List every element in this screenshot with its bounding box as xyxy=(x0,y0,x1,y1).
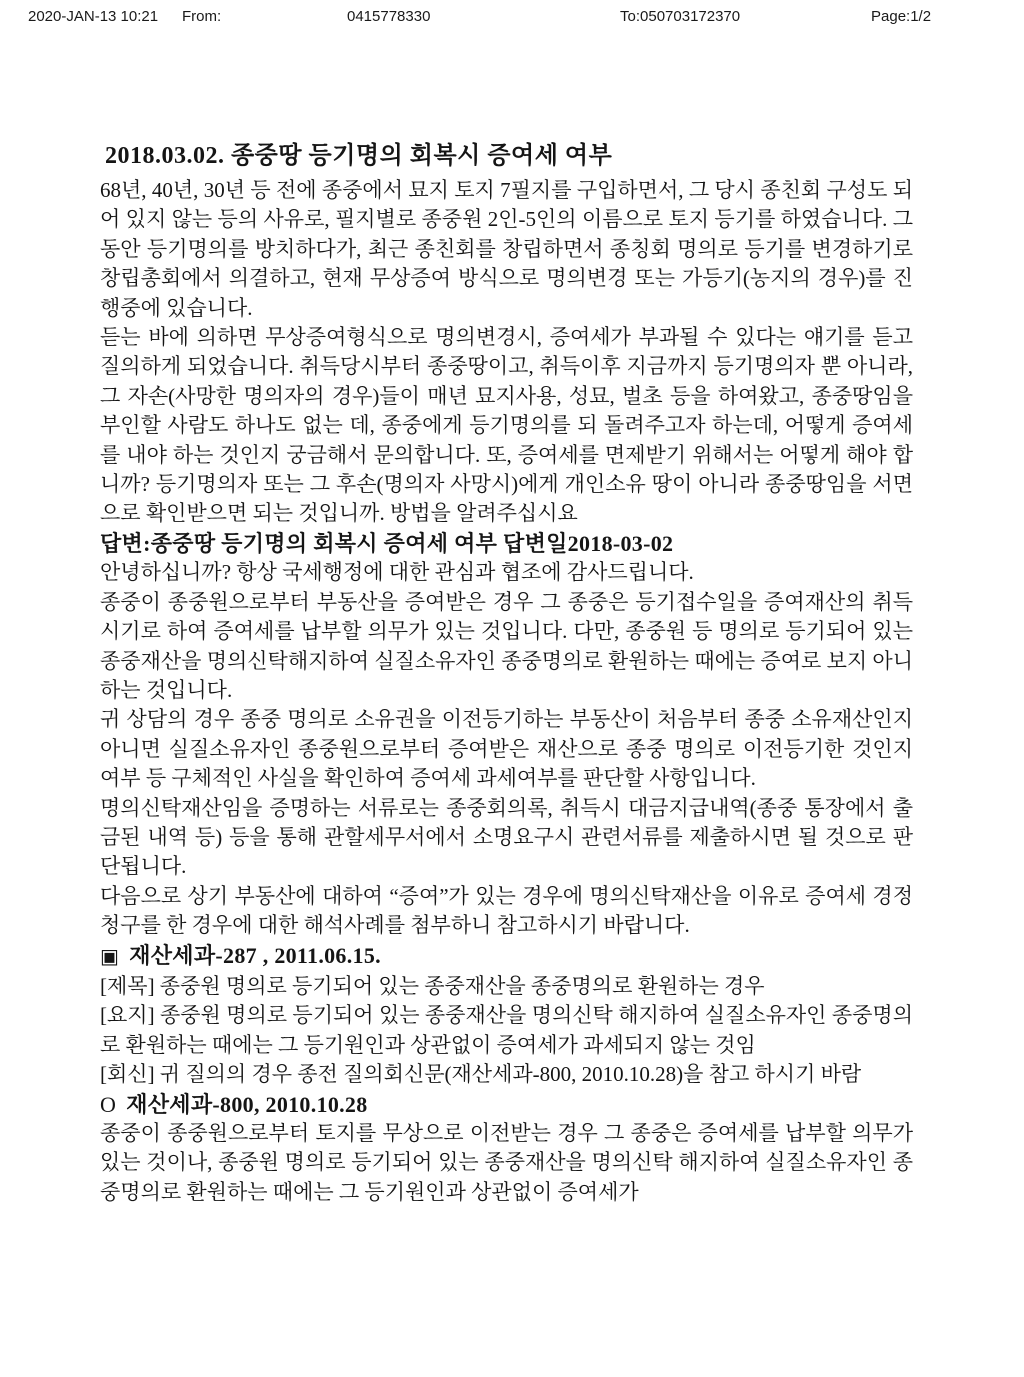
circle-bullet-icon: O xyxy=(100,1091,117,1117)
answer-greeting: 안녕하십니까? 항상 국세행정에 대한 관심과 협조에 감사드립니다. xyxy=(100,560,694,585)
ruling-287-heading xyxy=(100,941,913,972)
answer-paragraph-1: 종중이 종중원으로부터 부동산을 증여받은 경우 그 종중은 등기접수일을 증여재산의 취득시기로 하여 증여세를 납부할 의무가 있는 것입니다. 다만, 종중원 등 명의로 등기되어 있는 종중재산을 명의신탁해지하여 실질소유자인 종중명의로 환원하는 때에는 증여로 보지 아니하는 것입니다. xyxy=(100,589,913,702)
fax-from-number: 0415778330 xyxy=(347,8,431,25)
ruling-287-subject: [제목] 종중원 명의로 등기되어 있는 종중재산을 종중명의로 환원하는 경우 xyxy=(100,973,765,998)
fax-datetime: 2020-JAN-13 10:21 xyxy=(28,8,159,25)
answer-paragraph-3: 명의신탁재산임을 증명하는 서류로는 종중회의록, 취득시 대금지급내역(종중 통장에서 출금된 내역 등) 등을 통해 관할세무서에서 소명요구시 관련서류를 제출하시면 될 것으로 판단됩니다. xyxy=(100,795,913,879)
ruling-800-body: 종중이 종중원으로부터 토지를 무상으로 이전받는 경우 그 종중은 증여세를 납부할 의무가 있는 것이나, 종중원 명의로 등기되어 있는 종중재산을 명의신탁 해지하여 실질소유자인 종중명의로 환원하는 때에는 그 등기원인과 상관없이 증여세가 xyxy=(100,1121,913,1204)
question-paragraph-2: 듣는 바에 의하면 무상증여형식으로 명의변경시, 증여세가 부과될 수 있다는 얘기를 듣고 질의하게 되었습니다. 취득당시부터 종중땅이고, 취득이후 지금까지 등기명의자 뿐 아니라, 그 자손(사망한 명의자의 경우)들이 매년 묘지사용, 성묘, 벌초 등을 하여왔고, 종중땅임을 부인할 사람도 하나도 없는 데, 종중에게 등기명의를 되 돌려주고자 하는데, 어떻게 증여세를 내야 하는 것인지 궁금해서 문의합니다. 또, 증여세를 면제받기 위해서는 어떻게 해야 합니까? 등기명의자 또는 그 후손(명의자 사망시)에게 개인소유 땅이 아니라 종중땅임을 서면으로 확인받으면 되는 것입니까. 방법을 알려주십시요 xyxy=(100,325,913,526)
fax-to-number: To:050703172370 xyxy=(620,8,741,25)
fax-page-number: Page:1/2 xyxy=(871,8,932,25)
fax-header xyxy=(0,8,1024,32)
document-body xyxy=(100,140,913,1207)
fax-from-label: From: xyxy=(182,8,222,25)
answer-heading: 답변:종중땅 등기명의 회복시 증여세 여부 답변일2018-03-02 xyxy=(100,530,674,556)
answer-paragraph-2: 귀 상담의 경우 종중 명의로 소유권을 이전등기하는 부동산이 처음부터 종중 소유재산인지 아니면 실질소유자인 종중원으로부터 증여받은 재산으로 종중 명의로 이전등기한 것인지 여부 등 구체적인 사실을 확인하여 증여세 과세여부를 판단할 사항입니다. xyxy=(100,707,913,791)
ruling-287-title: 재산세과-287 , 2011.06.15. xyxy=(129,942,381,968)
answer-paragraph-4: 다음으로 상기 부동산에 대하여 “증여”가 있는 경우에 명의신탁재산을 이유로 증여세 경정청구를 한 경우에 대한 해석사례를 첨부하니 참고하시기 바랍니다. xyxy=(100,883,913,938)
square-bullet-icon: ▣ xyxy=(100,945,120,968)
ruling-287-reply: [회신] 귀 질의의 경우 종전 질의회신문(재산세과-800, 2010.10.28)을 참고 하시기 바람 xyxy=(100,1062,862,1087)
ruling-800-heading xyxy=(100,1090,913,1119)
document-title: 2018.03.02. 종중땅 등기명의 회복시 증여세 여부 xyxy=(105,143,613,169)
question-paragraph-1: 68년, 40년, 30년 등 전에 종중에서 묘지 토지 7필지를 구입하면서, 그 당시 종친회 구성도 되어 있지 않는 등의 사유로, 필지별로 종중원 2인-5인의 이름으로 토지 등기를 하였습니다. 그동안 등기명의를 방치하다가, 최근 종친회를 창립하면서 종칭회 명의로 등기를 변경하기로 창립총회에서 의결하고, 현재 무상증여 방식으로 명의변경 또는 가등기(농지의 경우)를 진행중에 있습니다. xyxy=(100,178,913,320)
ruling-800-title: 재산세과-800, 2010.10.28 xyxy=(126,1091,368,1117)
ruling-287-summary: [요지] 종중원 명의로 등기되어 있는 종중재산을 명의신탁 해지하여 실질소유자인 종중명의로 환원하는 때에는 그 등기원인과 상관없이 증여세가 과세되지 않는 것임 xyxy=(100,1003,913,1057)
